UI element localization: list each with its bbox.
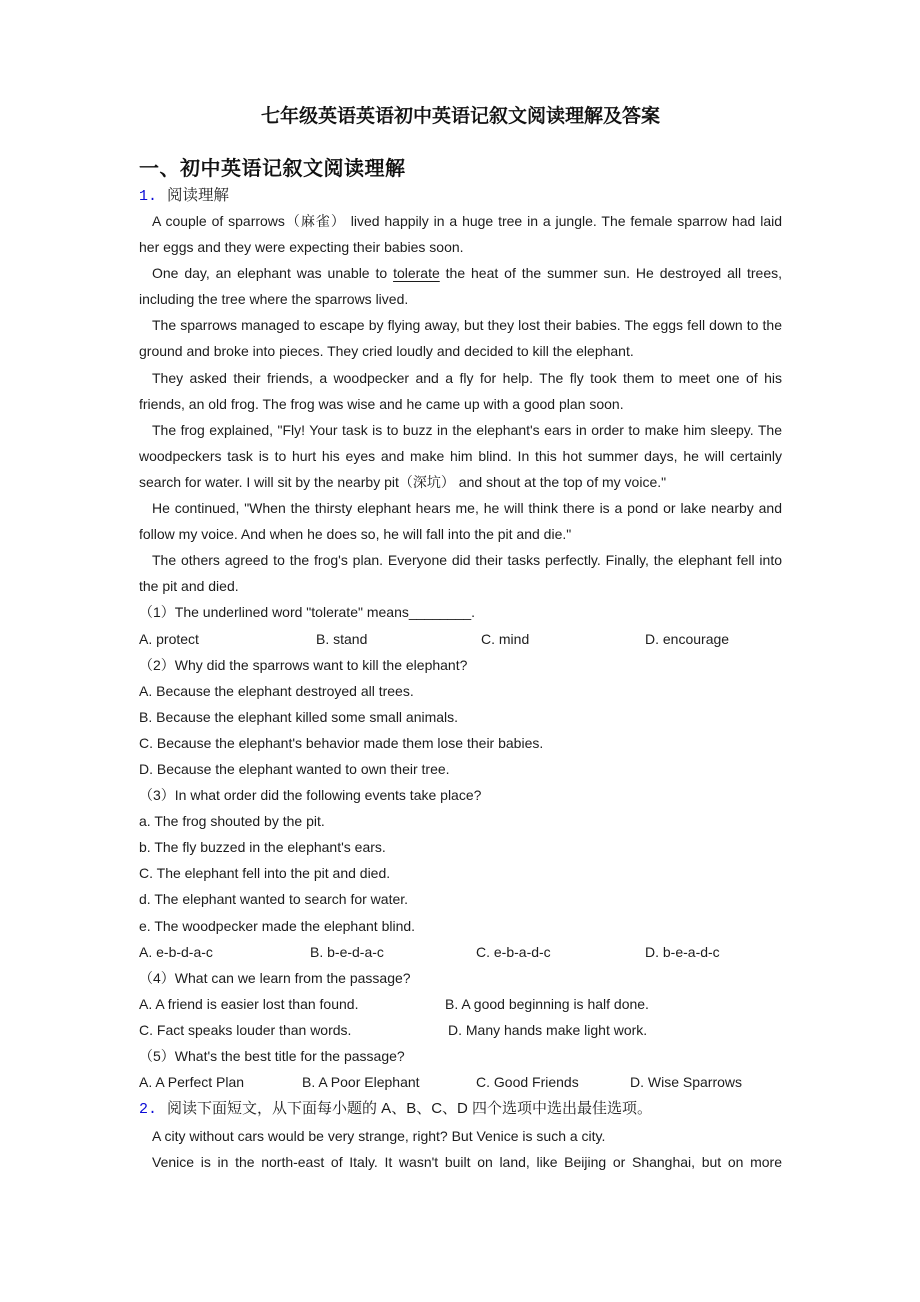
question-1-options	[139, 626, 782, 652]
document-content	[139, 0, 782, 1175]
question-4-options-row-1	[139, 991, 782, 1017]
question-1-option-b: B. stand	[316, 630, 368, 647]
question-2-prompt: （2）Why did the sparrows want to kill the elephant?	[139, 656, 468, 673]
passage-paragraph-4: They asked their friends, a woodpecker and a fly for help. The fly took them to meet one of his friends, an old frog. The frog was wise and he came up with a good plan soon.	[139, 369, 782, 412]
question-3-option-c: C. e-b-a-d-c	[476, 943, 551, 960]
item-2-paragraph-1: A city without cars would be very strange, right? But Venice is such a city.	[152, 1128, 606, 1145]
document-title: 七年级英语英语初中英语记叙文阅读理解及答案	[260, 106, 660, 127]
item-2-number: 2.	[139, 1101, 158, 1119]
question-2-option-c: C. Because the elephant's behavior made them lose their babies.	[139, 734, 544, 751]
item-1-head	[139, 185, 782, 208]
question-5-option-a: A. A Perfect Plan	[139, 1074, 245, 1091]
item-1-label: 阅读理解	[167, 187, 230, 204]
question-3-option-a: A. e-b-d-a-c	[139, 943, 213, 960]
passage-paragraph-1: A couple of sparrows（麻雀） lived happily in a huge tree in a jungle. The female sparrow had laid her eggs and they were expecting their babies soon.	[139, 213, 782, 256]
question-3-event-a: a. The frog shouted by the pit.	[139, 813, 325, 830]
section-heading: 一、初中英语记叙文阅读理解	[139, 158, 406, 180]
passage-paragraph-7: The others agreed to the frog's plan. Everyone did their tasks perfectly. Finally, the elephant fell into the pit and died.	[139, 552, 782, 595]
passage-paragraph-6: He continued, "When the thirsty elephant hears me, he will think there is a pond or lake nearby and follow my voice. And when he does so, he will fall into the pit and die."	[139, 500, 782, 543]
question-3-option-d: D. b-e-a-d-c	[645, 943, 720, 960]
question-1-prompt: （1）The underlined word "tolerate" means________.	[139, 604, 476, 621]
item-2-paragraph-2: Venice is in the north-east of Italy. It wasn't built on land, like Beijing or Shanghai, but on more	[152, 1154, 782, 1171]
item-2-instruction: 阅读下面短文，从下面每小题的 A、B、C、D 四个选项中选出最佳选项。	[167, 1100, 653, 1118]
item-1-body	[139, 208, 782, 1175]
paragraph-2-before: One day, an elephant was unable to	[152, 265, 394, 282]
question-3-options	[139, 939, 782, 965]
item-1-number: 1.	[139, 188, 158, 205]
question-2-option-a: A. Because the elephant destroyed all trees.	[139, 682, 414, 699]
question-4-prompt: （4）What can we learn from the passage?	[139, 969, 411, 986]
question-1-option-d: D. encourage	[645, 630, 730, 647]
paragraph-2-after: the heat of the summer sun. He destroyed all trees, including the tree where the sparrows lived.	[139, 265, 782, 308]
question-5-option-d: D. Wise Sparrows	[630, 1074, 743, 1091]
underlined-word-tolerate: tolerate	[393, 265, 440, 282]
passage-paragraph-2	[139, 260, 782, 312]
question-4-options-row-2	[139, 1017, 782, 1043]
question-3-prompt: （3）In what order did the following events take place?	[139, 787, 482, 804]
question-3-option-b: B. b-e-d-a-c	[310, 943, 384, 960]
question-4-option-a: A. A friend is easier lost than found.	[139, 995, 359, 1012]
question-4-option-c: C. Fact speaks louder than words.	[139, 1021, 352, 1038]
question-5-options	[139, 1069, 782, 1095]
question-3-event-c: C. The elephant fell into the pit and died.	[139, 865, 391, 882]
question-3-event-d: d. The elephant wanted to search for water.	[139, 891, 409, 908]
question-2-option-d: D. Because the elephant wanted to own their tree.	[139, 760, 450, 777]
question-1-option-a: A. protect	[139, 630, 199, 647]
question-3-event-e: e. The woodpecker made the elephant blind.	[139, 917, 416, 934]
question-5-option-b: B. A Poor Elephant	[302, 1074, 420, 1091]
passage-paragraph-5: The frog explained, "Fly! Your task is to buzz in the elephant's ears in order to make him sleepy. The woodpeckers task is to hurt his eyes and make him blind. In this hot summer days, he will certainly search for water. I will sit by the nearby pit（深坑） and shout at the top of my voice."	[139, 421, 782, 490]
question-3-event-b: b. The fly buzzed in the elephant's ears.	[139, 839, 386, 856]
question-1-option-c: C. mind	[481, 630, 530, 647]
question-5-prompt: （5）What's the best title for the passage?	[139, 1048, 405, 1064]
passage-paragraph-3: The sparrows managed to escape by flying away, but they lost their babies. The eggs fell down to the ground and broke into pieces. They cried loudly and decided to kill the elephant.	[139, 317, 782, 360]
question-4-option-d: D. Many hands make light work.	[448, 1021, 648, 1038]
question-5-option-c: C. Good Friends	[476, 1074, 579, 1091]
item-2-head	[139, 1095, 782, 1123]
question-2-option-b: B. Because the elephant killed some small animals.	[139, 708, 459, 725]
question-4-option-b: B. A good beginning is half done.	[445, 995, 649, 1012]
